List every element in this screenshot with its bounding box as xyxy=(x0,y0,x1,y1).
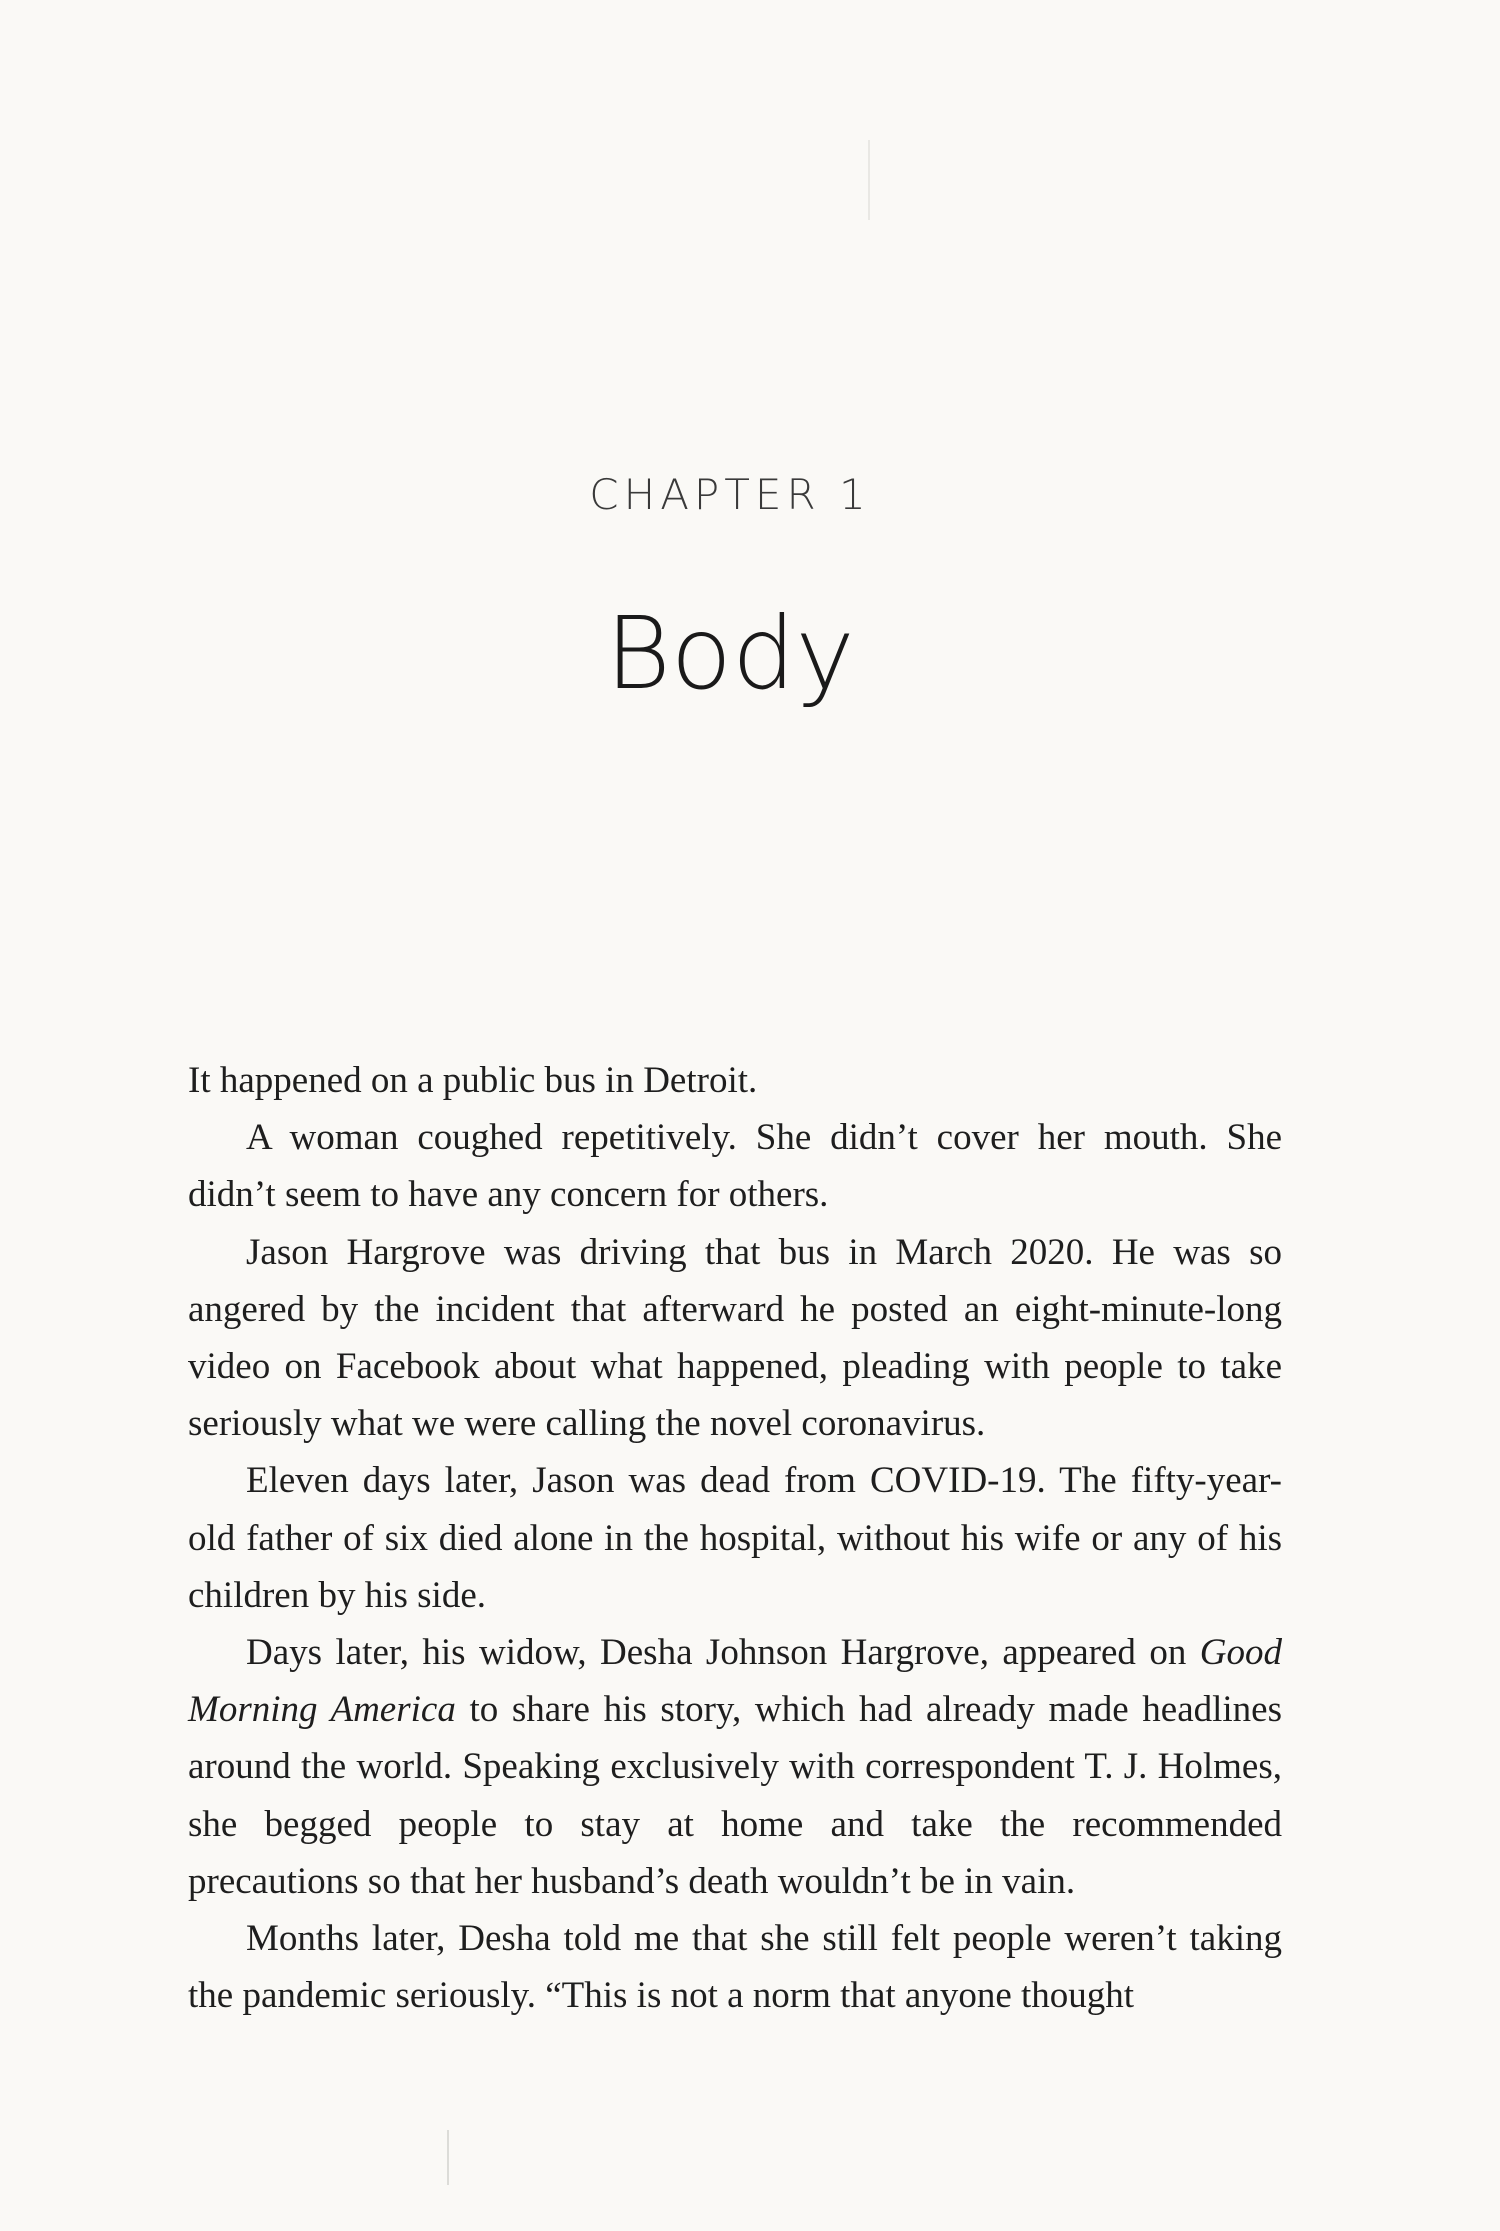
scan-artifact-line xyxy=(447,2130,449,2185)
chapter-label: CHAPTER 1 xyxy=(589,470,871,519)
paragraph-text: to share his story, which had already made headlines around the world. Speaking exclusively with correspondent T. J. Holmes, she begged people to stay at home and take the recommended precautions so that her husband’s death wouldn’t be in vain. xyxy=(188,1689,1282,1902)
paragraph: Months later, Desha told me that she still felt people weren’t taking the pandemic seriously. “This is not a norm that anyone thought xyxy=(188,1918,1282,2017)
chapter-title: Body xyxy=(605,595,855,712)
paragraph: Eleven days later, Jason was dead from COVID-19. The fifty-year-old father of six died alone in the hospital, without his wife or any of his children by his side. xyxy=(188,1460,1282,1616)
body-text xyxy=(188,1052,1282,2024)
paragraph: A woman coughed repetitively. She didn’t cover her mouth. She didn’t seem to have any concern for others. xyxy=(188,1117,1282,1216)
paragraph: It happened on a public bus in Detroit. xyxy=(188,1060,758,1101)
paragraph: Jason Hargrove was driving that bus in March 2020. He was so angered by the incident that afterward he posted an eight-minute-long video on Facebook about what happened, pleading with people to take seriously what we were calling the novel coronavirus. xyxy=(188,1231,1282,1445)
show-title: Good Morning America xyxy=(188,1632,1282,1731)
paragraph-text: Days later, his widow, Desha Johnson Hargrove, appeared on xyxy=(246,1632,1200,1674)
paragraph xyxy=(188,1624,1282,1910)
scan-artifact-line xyxy=(868,140,870,220)
